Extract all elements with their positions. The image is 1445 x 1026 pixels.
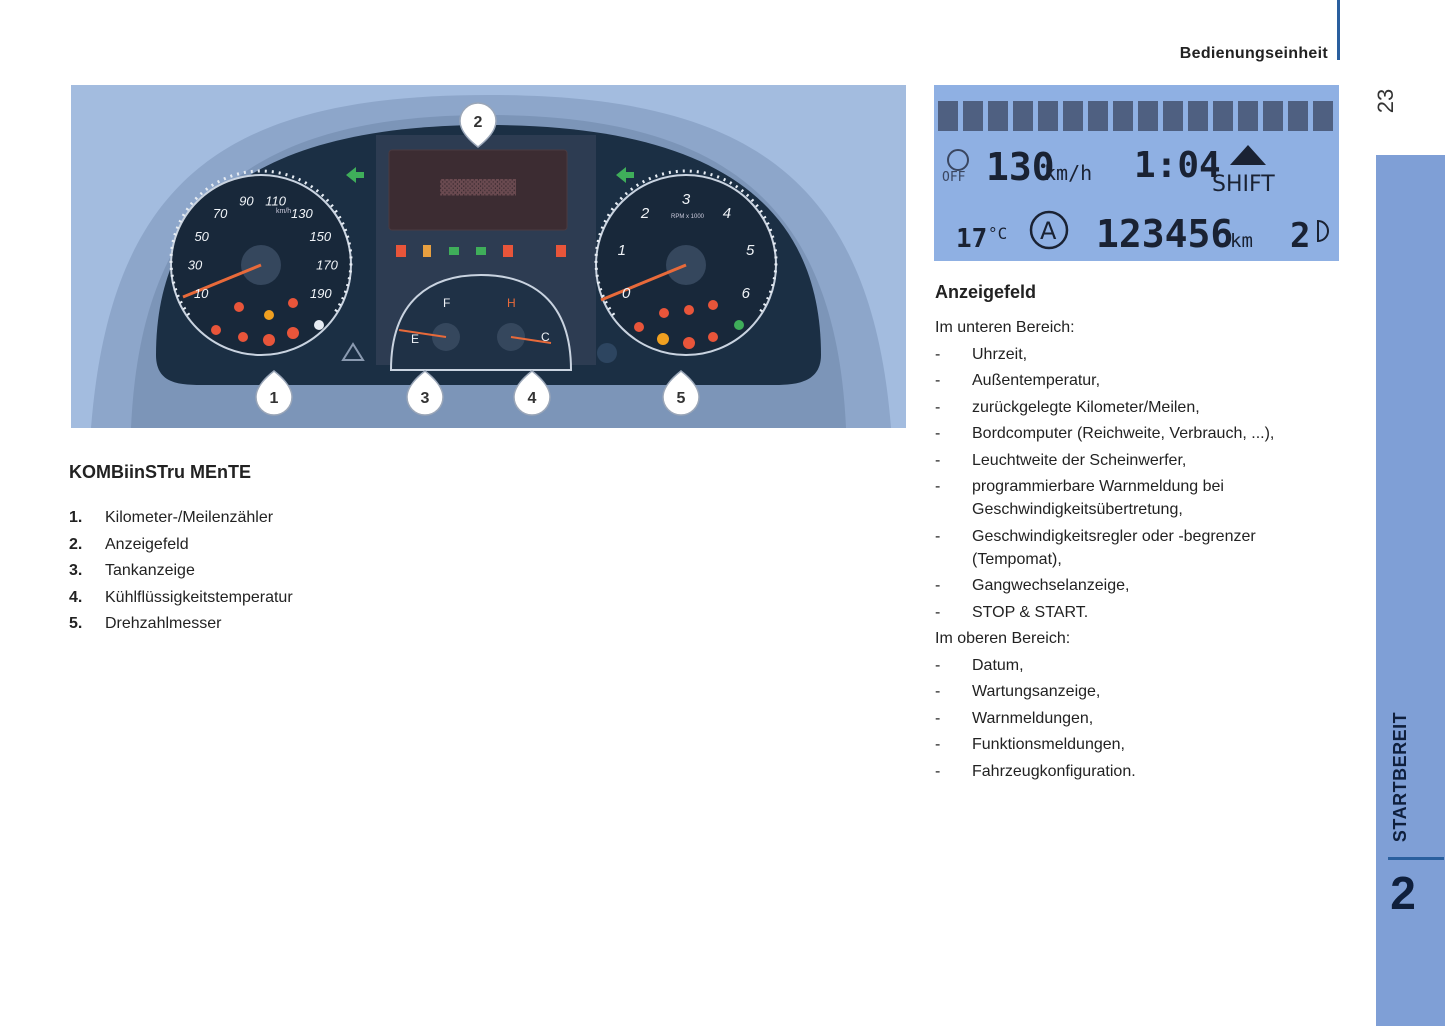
callout-number: 4 xyxy=(527,390,537,407)
speed-tick-label: 90 xyxy=(239,193,254,209)
bullet-text: Warnmeldungen, xyxy=(972,709,1094,727)
bullet-text: Bordcomputer (Reichweite, Verbrauch, ...), xyxy=(972,425,1275,442)
lcd-odometer-unit: km xyxy=(1230,230,1253,252)
list-item-label: Tankanzeige xyxy=(105,562,195,580)
bullet-item xyxy=(935,654,1335,677)
cluster-section-title: KOMBiinSTru MEnTE xyxy=(69,462,251,482)
list-item-number: 1. xyxy=(69,509,83,527)
bullet-text: programmierbare Warnmeldung bei Geschwindigkeitsübertretung, xyxy=(972,478,1224,518)
instrument-cluster-illustration xyxy=(71,85,906,428)
speed-tick-label: 50 xyxy=(194,229,209,244)
fuel-empty-label: E xyxy=(411,332,420,346)
bullet-text: STOP & START. xyxy=(972,603,1089,621)
svg-text:▓▓▓▓▓▓▓▓▓: ▓▓▓▓▓▓▓▓▓ xyxy=(440,180,516,196)
lcd-speed-value: 130 xyxy=(986,145,1055,189)
list-item-label: Kühlflüssigkeitstemperatur xyxy=(105,588,293,606)
list-item xyxy=(69,611,293,638)
chapter-tab-number: 2 xyxy=(1390,867,1416,919)
bullet-dash: - xyxy=(935,451,941,469)
bullet-item xyxy=(935,449,1335,472)
bullet-item xyxy=(935,733,1335,756)
list-item-number: 5. xyxy=(69,615,83,633)
bullet-text: Datum, xyxy=(972,656,1024,674)
header-rule xyxy=(1337,0,1340,60)
callout-number: 1 xyxy=(269,390,279,407)
lcd-shift-label: SHIFT xyxy=(1212,172,1275,197)
bullet-item xyxy=(935,369,1335,392)
speed-tick-label: 150 xyxy=(309,229,332,244)
bullet-item xyxy=(935,343,1335,366)
bullet-dash: - xyxy=(935,425,941,442)
bullet-item xyxy=(935,475,1335,521)
list-item-label: Anzeigefeld xyxy=(105,535,189,553)
bullet-dash: - xyxy=(935,372,941,389)
lcd-display-illustration xyxy=(934,85,1339,261)
bullet-dash: - xyxy=(935,345,941,363)
lcd-odometer: 123456 xyxy=(1096,212,1234,256)
lower-area-intro: Im unteren Bereich: xyxy=(935,319,1075,336)
speed-tick-label: 110 xyxy=(265,193,286,209)
bullet-dash: - xyxy=(935,577,941,594)
cluster-parts-list xyxy=(69,505,293,638)
bullet-text: Funktionsmeldungen, xyxy=(972,736,1125,753)
bullet-item xyxy=(935,601,1335,624)
lcd-beam-level: 2 xyxy=(1290,216,1311,256)
speed-tick-label: 30 xyxy=(187,257,203,273)
bullet-text: Uhrzeit, xyxy=(972,345,1028,363)
callout-number: 3 xyxy=(420,390,430,407)
bullet-item xyxy=(935,680,1335,703)
fuel-full-label: F xyxy=(443,296,451,310)
lcd-temperature-unit: °C xyxy=(988,224,1008,243)
chapter-tab-label: STARTBEREIT xyxy=(1389,711,1410,843)
speed-tick-label: 190 xyxy=(309,285,332,301)
list-item xyxy=(69,505,293,532)
list-item xyxy=(69,532,293,559)
bullet-text: Geschwindigkeitsregler oder -begrenzer (Tempomat), xyxy=(972,527,1256,568)
bullet-dash: - xyxy=(935,527,941,545)
rpm-tick-label: 3 xyxy=(681,191,691,208)
lcd-auto-symbol: A xyxy=(1040,217,1057,245)
bullet-dash: - xyxy=(935,603,941,621)
rpm-tick-label: 0 xyxy=(622,284,631,302)
bullet-dash: - xyxy=(935,709,941,727)
bullet-text: Außentemperatur, xyxy=(972,372,1101,389)
upper-area-intro: Im oberen Bereich: xyxy=(935,630,1071,647)
bullet-dash: - xyxy=(935,736,941,753)
list-item-number: 3. xyxy=(69,562,83,580)
bullet-dash: - xyxy=(935,762,941,780)
bullet-text: Leuchtweite der Scheinwerfer, xyxy=(972,451,1187,469)
bullet-text: zurückgelegte Kilometer/Meilen, xyxy=(972,398,1200,416)
bullet-item xyxy=(935,396,1335,419)
rpm-tick-label: 5 xyxy=(746,241,755,259)
temp-hot-label: H xyxy=(507,296,516,310)
tach-unit: RPM x 1000 xyxy=(671,214,705,220)
bullet-dash: - xyxy=(935,656,941,674)
lcd-temperature: 17 xyxy=(956,224,988,254)
display-section-title: Anzeigefeld xyxy=(935,282,1037,302)
bullet-dash: - xyxy=(935,398,941,416)
bullet-text: Fahrzeugkonfiguration. xyxy=(972,762,1136,780)
callout-number: 5 xyxy=(676,390,686,407)
temp-cold-label: C xyxy=(541,330,550,344)
rpm-tick-label: 4 xyxy=(722,205,732,223)
bullet-dash: - xyxy=(935,683,941,700)
speed-tick-label: 70 xyxy=(212,206,228,222)
rpm-tick-label: 6 xyxy=(741,284,750,302)
bullet-text: Gangwechselanzeige, xyxy=(972,577,1130,594)
callout-number: 2 xyxy=(473,114,483,131)
display-description xyxy=(935,316,1335,786)
list-item-label: Kilometer-/Meilenzähler xyxy=(105,509,274,527)
rpm-tick-label: 1 xyxy=(617,241,626,259)
page-number: 23 xyxy=(1373,88,1398,114)
speed-unit: km/h xyxy=(276,208,292,215)
lcd-clock: 1:04 xyxy=(1134,145,1221,186)
list-item-number: 4. xyxy=(69,588,83,606)
bullet-dash: - xyxy=(935,478,941,495)
bullet-item xyxy=(935,525,1335,571)
bullet-text: Wartungsanzeige, xyxy=(972,683,1101,700)
list-item xyxy=(69,585,293,612)
bullet-item xyxy=(935,707,1335,730)
bullet-item xyxy=(935,760,1335,783)
lcd-cruise-state: OFF xyxy=(942,170,966,185)
list-item xyxy=(69,558,293,585)
speed-tick-label: 130 xyxy=(291,206,313,222)
speed-tick-label: 170 xyxy=(316,257,338,273)
rpm-tick-label: 2 xyxy=(640,205,650,223)
bullet-item xyxy=(935,422,1335,445)
list-item-label: Drehzahlmesser xyxy=(105,615,222,633)
lcd-speed-unit: km/h xyxy=(1044,161,1093,185)
speed-tick-label: 10 xyxy=(193,285,209,301)
page-header-title: Bedienungseinheit xyxy=(1179,45,1328,62)
bullet-item xyxy=(935,574,1335,597)
chapter-tab-rule xyxy=(1388,857,1444,860)
list-item-number: 2. xyxy=(69,535,83,553)
